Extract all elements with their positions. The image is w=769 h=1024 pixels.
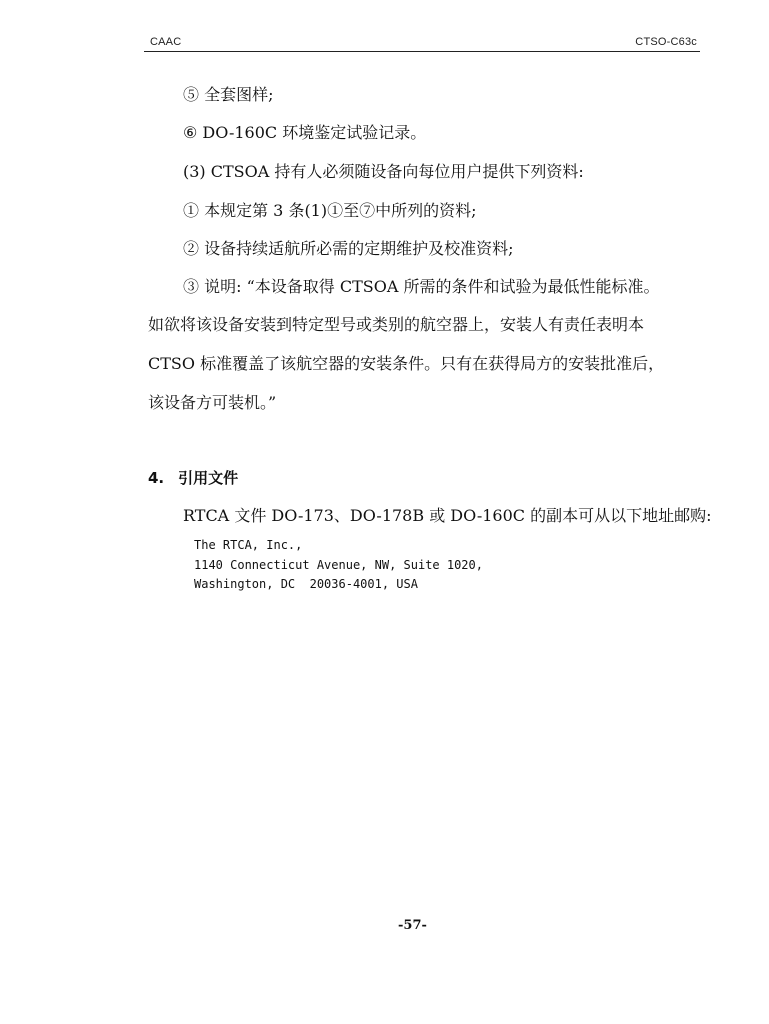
paragraph-3-heading: (3) CTSOA 持有人必须随设备向每位用户提供下列资料: bbox=[183, 162, 584, 181]
page-number: -57- bbox=[398, 918, 427, 933]
address-line-2: 1140 Connecticut Avenue, NW, Suite 1020, bbox=[194, 558, 483, 572]
continuation-line-3: 该设备方可装机。” bbox=[148, 393, 277, 412]
continuation-line-2: CTSO 标准覆盖了该航空器的安装条件。只有在获得局方的安装批准后， bbox=[148, 354, 665, 373]
list-item-5: ⑤ 全套图样; bbox=[183, 85, 274, 104]
sub-item-3: ③ 说明: “本设备取得 CTSOA 所需的条件和试验为最低性能标准。 bbox=[183, 277, 660, 296]
section-title: 引用文件 bbox=[178, 469, 239, 487]
address-line-3: Washington, DC 20036-4001, USA bbox=[194, 577, 418, 591]
header-org: CAAC bbox=[150, 36, 182, 48]
section-number: 4. bbox=[148, 469, 165, 487]
header-rule bbox=[144, 51, 700, 52]
header-doc-id: CTSO-C63c bbox=[635, 36, 697, 48]
continuation-line-1: 如欲将该设备安装到特定型号或类别的航空器上，安装人有责任表明本 bbox=[148, 315, 645, 334]
address-line-1: The RTCA, Inc., bbox=[194, 538, 303, 552]
section-4-intro: RTCA 文件 DO-173、DO-178B 或 DO-160C 的副本可从以下地址邮购: bbox=[183, 506, 712, 525]
list-item-6: ⑥ DO-160C 环境鉴定试验记录。 bbox=[183, 123, 427, 142]
sub-item-1: ① 本规定第 3 条(1)①至⑦中所列的资料; bbox=[183, 201, 477, 220]
sub-item-2: ② 设备持续适航所必需的定期维护及校准资料; bbox=[183, 239, 514, 258]
section-4-heading bbox=[148, 468, 238, 488]
